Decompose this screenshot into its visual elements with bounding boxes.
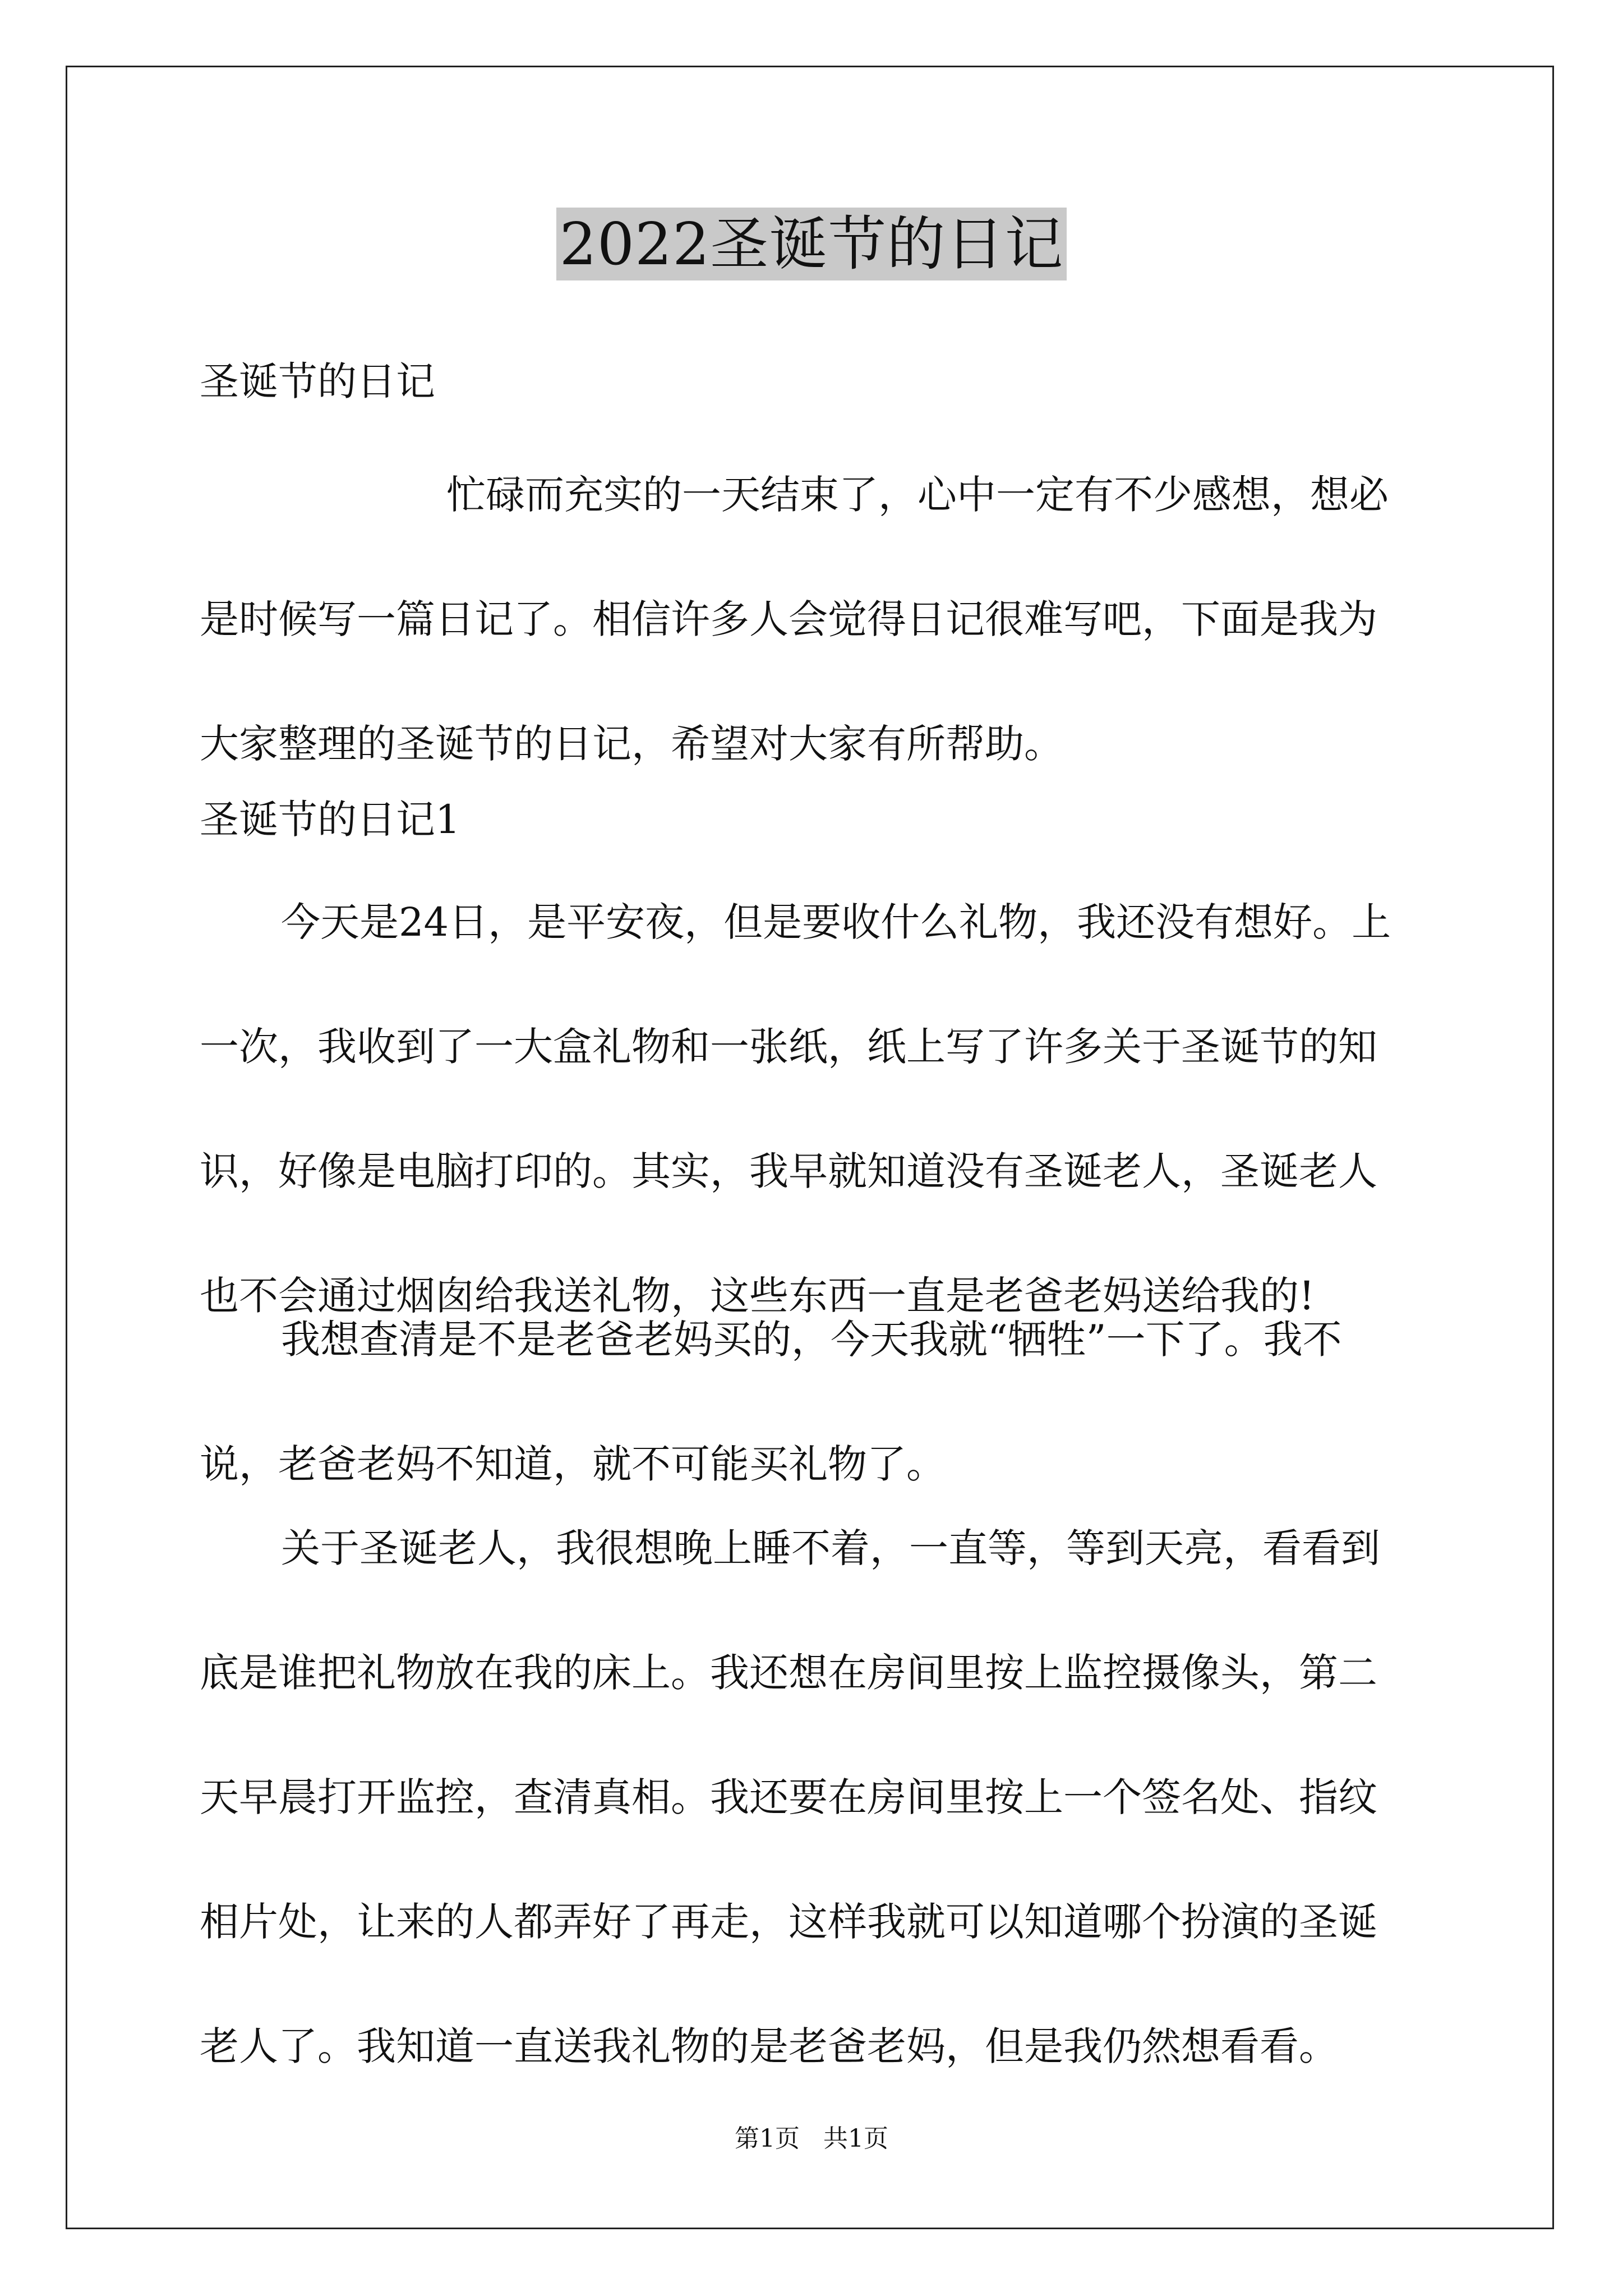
- body-paragraph: [200, 894, 1428, 1324]
- document-title: 2022圣诞节的日记: [556, 208, 1067, 280]
- paragraph-line: 底是谁把礼物放在我的床上。我还想在房间里按上监控摄像头，第二: [200, 1650, 1377, 1696]
- title-container: [0, 208, 1623, 280]
- paragraph-line: 也不会通过烟囱给我送礼物，这些东西一直是老爸老妈送给我的!: [200, 1273, 1315, 1319]
- paragraph-line: 相片处，让来的人都弄好了再走，这样我就可以知道哪个扮演的圣诞: [200, 1899, 1377, 1945]
- paragraph-line: 关于圣诞老人，我很想晚上睡不着，一直等，等到天亮，看看到: [281, 1525, 1380, 1571]
- paragraph-line: 忙碌而充实的一天结束了，心中一定有不少感想，想必: [446, 472, 1389, 518]
- section-heading: [200, 353, 1428, 409]
- heading-text: 圣诞节的日记1: [200, 797, 460, 843]
- paragraph-line: 识，好像是电脑打印的。其实，我早就知道没有圣诞老人，圣诞老人: [200, 1148, 1377, 1194]
- paragraph-line: 一次，我收到了一大盒礼物和一张纸，纸上写了许多关于圣诞节的知: [200, 1024, 1377, 1070]
- section-heading: [200, 792, 1428, 848]
- paragraph-line: 天早晨打开监控，查清真相。我还要在房间里按上一个签名处、指纹: [200, 1774, 1377, 1820]
- paragraph-line: 我想查清是不是老爸老妈买的，今天我就“牺牲”一下了。我不: [281, 1317, 1342, 1363]
- body-paragraph: [200, 1312, 1428, 1492]
- paragraph-line: 今天是24日，是平安夜，但是要收什么礼物，我还没有想好。上: [281, 899, 1391, 945]
- page-footer: [0, 2122, 1623, 2156]
- heading-text: 圣诞节的日记: [200, 358, 435, 404]
- paragraph-line: 是时候写一篇日记了。相信许多人会觉得日记很难写吧，下面是我为: [200, 596, 1377, 642]
- intro-paragraph: [200, 467, 1428, 772]
- paragraph-line: 大家整理的圣诞节的日记，希望对大家有所帮助。: [200, 721, 1063, 767]
- page-number-total: 共1页: [823, 2124, 888, 2153]
- paragraph-line: 说，老爸老妈不知道，就不可能买礼物了。: [200, 1441, 946, 1487]
- body-paragraph: [200, 1520, 1428, 2074]
- page-number-current: 第1页: [735, 2124, 800, 2153]
- paragraph-line: 老人了。我知道一直送我礼物的是老爸老妈，但是我仍然想看看。: [200, 2023, 1338, 2069]
